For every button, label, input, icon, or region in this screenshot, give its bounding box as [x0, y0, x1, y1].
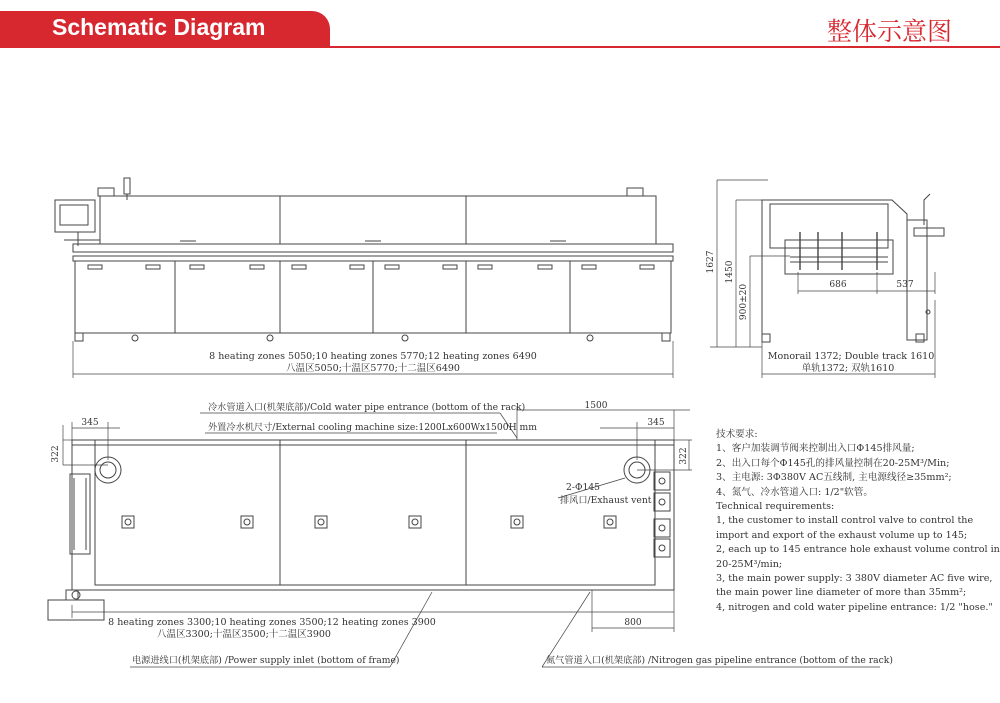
- tech-item-cn: 3、主电源: 3Φ380V AC五线制, 主电源线径≥35mm²;: [716, 472, 952, 484]
- dim-345-left: 345: [81, 418, 99, 428]
- front-length-cn: 八温区5050;十温区5770;十二温区6490: [286, 363, 460, 374]
- tech-item-cn: 4、氮气、冷水管道入口: 1/2"软管。: [716, 486, 873, 498]
- tech-line-en: 20-25M³/min;: [716, 558, 783, 570]
- dim-1450: 1450: [725, 260, 735, 284]
- tech-line-en: 2, each up to 145 entrance hole exhaust volume control in: [716, 544, 1000, 556]
- tech-line-en: the main power line diameter of more than 35mm²;: [716, 587, 967, 599]
- tech-line-en: 3, the main power supply: 3 380V diameter AC five wire,: [716, 573, 993, 585]
- front-hood: [100, 196, 656, 244]
- front-length-en: 8 heating zones 5050;10 heating zones 5770;12 heating zones 6490: [209, 351, 537, 362]
- dim-686: 686: [829, 280, 847, 290]
- side-housing: [762, 200, 907, 340]
- dim-322-right: 322: [679, 447, 689, 465]
- tech-item-cn: 1、客户加装调节阀来控制出入口Φ145排风量;: [716, 443, 915, 455]
- side-width-en: Monorail 1372; Double track 1610: [767, 351, 935, 362]
- tech-requirements: [716, 428, 1000, 615]
- vent-label: 排风口/Exhaust vent: [560, 495, 652, 506]
- dim-537: 537: [896, 280, 914, 290]
- tech-title-en: Technical requirements:: [716, 501, 835, 513]
- page-title: Schematic Diagram: [52, 14, 266, 40]
- exhaust-vent-left: [95, 457, 121, 483]
- conveyor-rail: [73, 244, 673, 252]
- cooling-size-label: 外置冷水机尺寸/External cooling machine size:1200Lx600Wx1500H mm: [208, 422, 537, 433]
- dim-800: 800: [624, 618, 642, 628]
- tech-line-en: 4, nitrogen and cold water pipeline entrance: 1/2 "hose.": [716, 601, 993, 613]
- dim-1627: 1627: [706, 250, 716, 274]
- front-view: [55, 178, 673, 378]
- tech-line-en: 1, the customer to install control valve to control the: [716, 515, 974, 527]
- nitrogen-label: 氮气管道入口(机架底部) /Nitrogen gas pipeline entrance (bottom of the rack): [546, 655, 893, 666]
- tech-line-en: import and export of the exhaust volume up to 145;: [716, 529, 968, 541]
- power-inlet-label: 电源进线口(机架底部) /Power supply inlet (bottom of frame): [132, 655, 400, 666]
- top-length-cn: 八温区3300;十温区3500;十二温区3900: [157, 629, 331, 640]
- dim-900: 900±20: [739, 283, 749, 321]
- page-title-cn: 整体示意图: [826, 17, 952, 46]
- cold-water-label: 冷水管道入口(机架底部)/Cold water pipe entrance (bottom of the rack): [208, 402, 526, 413]
- top-length-en: 8 heating zones 3300;10 heating zones 3500;12 heating zones 3900: [108, 617, 436, 628]
- dim-1500: 1500: [584, 401, 608, 411]
- tech-item-cn: 2、出入口每个Φ145孔的排风量控制在20-25M³/Min;: [716, 457, 950, 469]
- tech-title-cn: 技术要求:: [716, 429, 758, 440]
- dim-322-left: 322: [51, 445, 61, 463]
- side-width-cn: 单轨1372; 双轨1610: [801, 363, 895, 374]
- top-frame: [72, 440, 674, 590]
- side-view: [710, 180, 944, 378]
- vent-qty-label: 2-Φ145: [566, 482, 601, 493]
- signal-tower: [124, 178, 130, 194]
- fan-row: [122, 516, 616, 528]
- dim-345-right: 345: [647, 418, 665, 428]
- top-control-box: [48, 600, 104, 620]
